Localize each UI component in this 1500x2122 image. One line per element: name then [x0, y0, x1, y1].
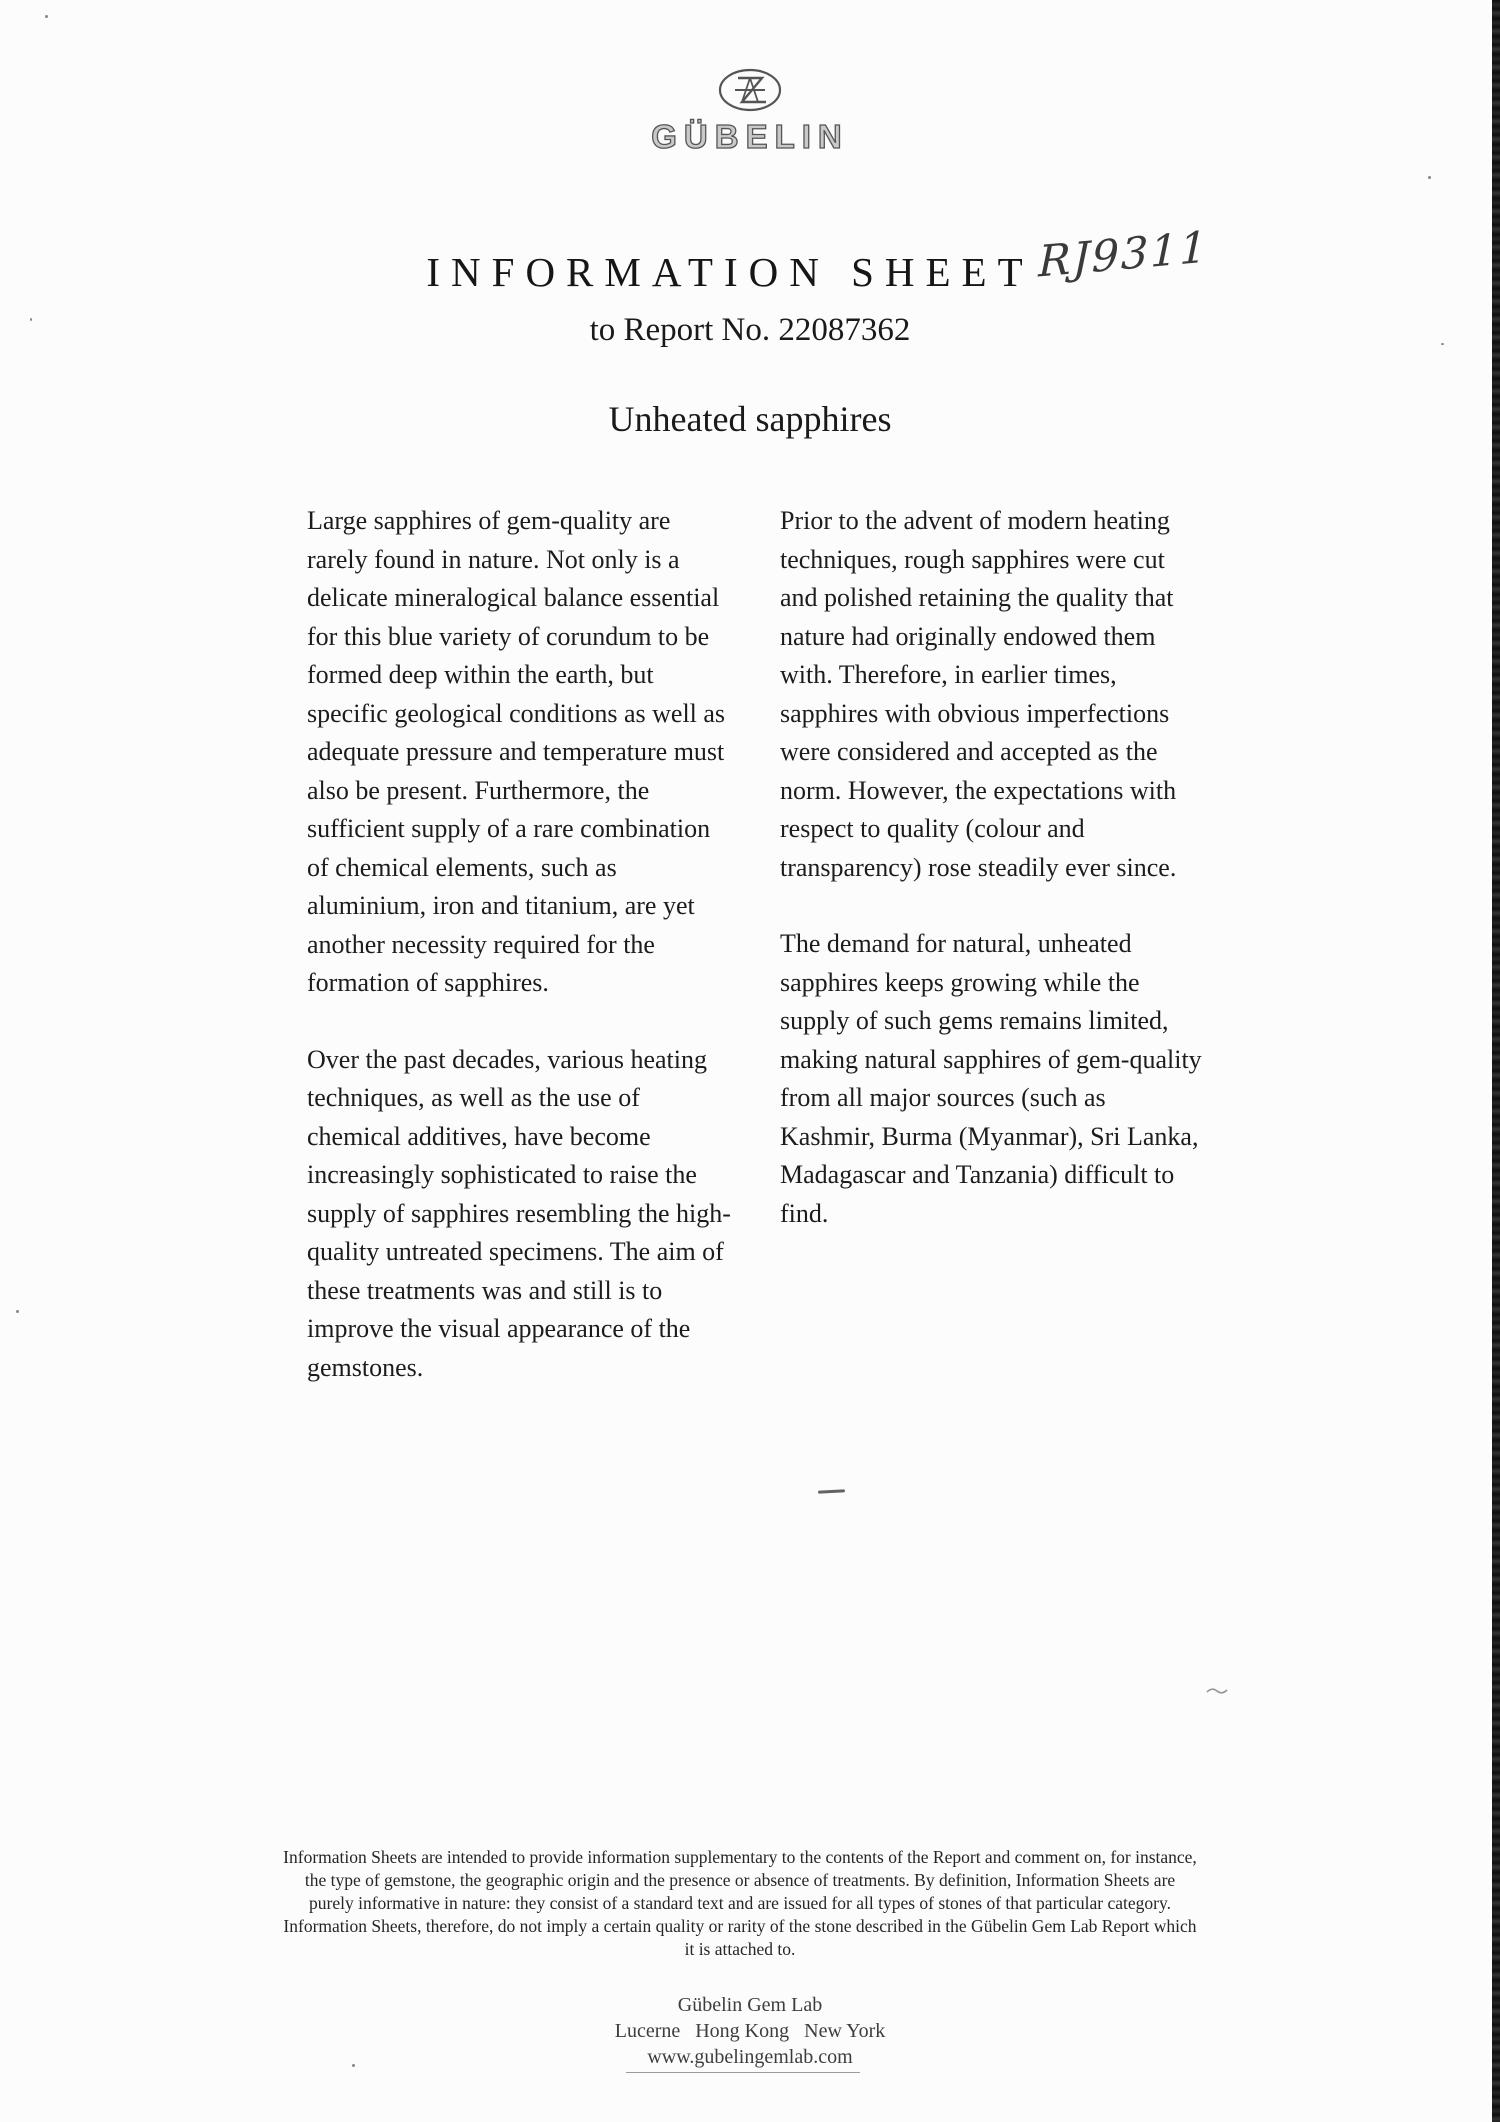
paragraph: The demand for natural, unheated sapphires keeps growing while the supply of such gems remains limited, making natural sapphires of gem-quality from all major sources (such as Kashmir, Burma (Myanmar), Sri Lanka, Madagascar and Tanzania) difficult to find.	[780, 929, 1202, 1228]
paragraph: Large sapphires of gem-quality are rarely found in nature. Not only is a delicate mineralogical balance essential for this blue variety of corundum to be formed deep within the earth, but specific geological conditions as well as adequate pressure and temperature must also be present. Furthermore, the sufficient supply of a rare combination of chemical elements, such as aluminium, iron and titanium, are yet another necessity required for the formation of sapphires.	[307, 506, 726, 997]
disclaimer-text: Information Sheets are intended to provide information supplementary to the contents of the Report and comment on, for instance, the type of gemstone, the geographic origin and the presence or absence of treatments. By definition, Information Sheets are purely informative in nature: they consist of a standard text and are issued for all types of stones of that particular category. Information Sheets, therefore, do not imply a certain quality or rarity of the stone described in the Gübelin Gem Lab Report which it is attached to.	[283, 1847, 1197, 1959]
lab-locations: Lucerne Hong Kong New York	[614, 2020, 886, 2042]
paragraph: Prior to the advent of modern heating techniques, rough sapphires were cut and polished retaining the quality that nature had originally endowed them with. Therefore, in earlier times, sapphires with obvious imperfections were considered and accepted as the norm. However, the expectations with respect to quality (colour and transparency) rose steadily ever since.	[780, 506, 1177, 882]
scan-speck	[45, 15, 48, 18]
subject-heading: Unheated sapphires	[608, 399, 892, 439]
gubelin-logo	[0, 64, 1500, 156]
page-title: INFORMATION SHEET	[426, 249, 1034, 295]
scan-speck	[16, 1310, 19, 1313]
report-number-line: to Report No. 22087362	[589, 312, 911, 348]
handwritten-dash-artifact	[818, 1489, 845, 1493]
handwritten-annotation: RJ9311	[1037, 222, 1210, 288]
tilde-scan-artifact	[1206, 1686, 1228, 1696]
right-column	[780, 502, 1207, 1425]
footer	[0, 1992, 1500, 2070]
gubelin-emblem-icon	[711, 64, 789, 116]
body-text	[307, 502, 1207, 1425]
left-column	[307, 502, 734, 1425]
lab-name: Gübelin Gem Lab	[677, 1994, 823, 2016]
lab-website: www.gubelingemlab.com	[647, 2046, 853, 2068]
paragraph: Over the past decades, various heating techniques, as well as the use of chemical additives, have become increasingly sophisticated to raise the supply of sapphires resembling the high-quality untreated specimens. The aim of these treatments was and still is to improve the visual appearance of the gemstones.	[307, 1044, 731, 1382]
gubelin-wordmark: GÜBELIN	[651, 118, 849, 155]
footer-divider	[626, 2072, 860, 2073]
scan-speck	[1428, 176, 1431, 179]
